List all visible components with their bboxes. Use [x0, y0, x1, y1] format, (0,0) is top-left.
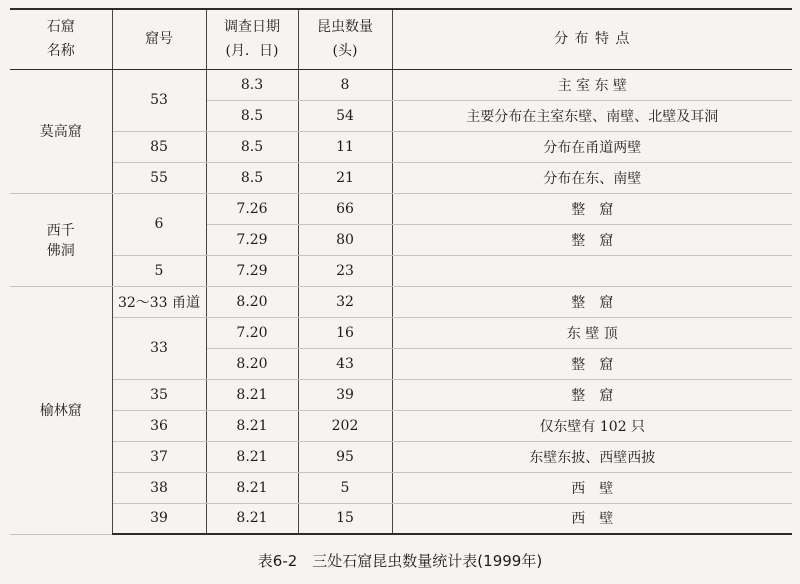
count-cell: 23 — [298, 255, 392, 286]
cave-number-cell: 55 — [112, 162, 206, 193]
cave-number-cell: 5 — [112, 255, 206, 286]
date-cell: 7.29 — [206, 224, 298, 255]
date-cell: 8.20 — [206, 286, 298, 317]
header-survey-date-line1: 调查日期 — [224, 19, 280, 36]
date-cell: 8.21 — [206, 410, 298, 441]
table-row — [10, 317, 792, 348]
count-cell: 202 — [298, 410, 392, 441]
count-cell: 15 — [298, 503, 392, 534]
grotto-name-line2: 佛洞 — [46, 242, 75, 259]
table-row — [10, 193, 792, 224]
table-row — [10, 441, 792, 472]
date-cell: 7.26 — [206, 193, 298, 224]
feature-cell: 分布在东、南壁 — [392, 162, 792, 193]
feature-cell: 西 壁 — [392, 503, 792, 534]
table-row — [10, 255, 792, 286]
feature-cell — [392, 255, 792, 286]
table-row — [10, 131, 792, 162]
count-cell: 16 — [298, 317, 392, 348]
count-cell: 43 — [298, 348, 392, 379]
count-cell: 66 — [298, 193, 392, 224]
cave-number-cell: 39 — [112, 503, 206, 534]
date-cell: 7.29 — [206, 255, 298, 286]
feature-cell: 整 窟 — [392, 286, 792, 317]
feature-cell: 西 壁 — [392, 472, 792, 503]
table-row — [10, 286, 792, 317]
header-insect-count-line1: 昆虫数量 — [317, 19, 373, 36]
date-cell: 8.5 — [206, 131, 298, 162]
table-row — [10, 472, 792, 503]
header-distribution — [392, 9, 792, 69]
count-cell: 39 — [298, 379, 392, 410]
header-row — [10, 9, 792, 69]
date-cell: 8.21 — [206, 472, 298, 503]
cave-number-cell: 85 — [112, 131, 206, 162]
feature-cell: 主要分布在主室东壁、南壁、北壁及耳洞 — [392, 100, 792, 131]
count-cell: 5 — [298, 472, 392, 503]
date-cell: 7.20 — [206, 317, 298, 348]
count-cell: 95 — [298, 441, 392, 472]
header-survey-date — [206, 9, 298, 69]
count-cell: 80 — [298, 224, 392, 255]
header-insect-count — [298, 9, 392, 69]
feature-cell: 东壁东披、西壁西披 — [392, 441, 792, 472]
count-cell: 21 — [298, 162, 392, 193]
date-cell: 8.21 — [206, 441, 298, 472]
cave-number-cell: 36 — [112, 410, 206, 441]
date-cell: 8.21 — [206, 379, 298, 410]
table-row — [10, 162, 792, 193]
cave-number-cell: 37 — [112, 441, 206, 472]
insect-count-table — [10, 8, 792, 535]
table-row — [10, 69, 792, 100]
date-cell: 8.5 — [206, 162, 298, 193]
feature-cell: 整 窟 — [392, 224, 792, 255]
header-cave-number — [112, 9, 206, 69]
table-row — [10, 503, 792, 534]
grotto-name-cell: 莫高窟 — [10, 69, 112, 193]
count-cell: 32 — [298, 286, 392, 317]
cave-number-cell: 32～33 甬道 — [112, 286, 206, 317]
feature-cell: 分布在甬道两壁 — [392, 131, 792, 162]
cave-number-cell: 35 — [112, 379, 206, 410]
feature-cell: 仅东壁有 102 只 — [392, 410, 792, 441]
header-cave-number-line1: 窟号 — [145, 31, 173, 48]
date-cell: 8.20 — [206, 348, 298, 379]
table-row — [10, 379, 792, 410]
count-cell: 11 — [298, 131, 392, 162]
date-cell: 8.3 — [206, 69, 298, 100]
count-cell: 8 — [298, 69, 392, 100]
header-grotto-name — [10, 9, 112, 69]
feature-cell: 主 室 东 壁 — [392, 69, 792, 100]
feature-cell: 整 窟 — [392, 348, 792, 379]
date-cell: 8.21 — [206, 503, 298, 534]
table-row — [10, 410, 792, 441]
feature-cell: 整 窟 — [392, 379, 792, 410]
header-grotto-name-line1: 石窟 — [46, 19, 75, 36]
cave-number-cell: 38 — [112, 472, 206, 503]
feature-cell: 整 窟 — [392, 193, 792, 224]
table-caption: 表6-2 三处石窟昆虫数量统计表(1999年) — [257, 552, 543, 570]
grotto-name-cell — [10, 193, 112, 286]
header-survey-date-line2: (月．日) — [225, 43, 279, 60]
cave-number-cell: 53 — [112, 69, 206, 131]
header-distribution-line1: 分 布 特 点 — [554, 31, 631, 48]
cave-number-cell: 6 — [112, 193, 206, 255]
feature-cell: 东 壁 顶 — [392, 317, 792, 348]
date-cell: 8.5 — [206, 100, 298, 131]
count-cell: 54 — [298, 100, 392, 131]
header-insect-count-line2: (头) — [332, 43, 358, 60]
grotto-name-line1: 西千 — [46, 222, 75, 239]
header-grotto-name-line2: 名称 — [46, 43, 75, 60]
cave-number-cell: 33 — [112, 317, 206, 379]
grotto-name-cell: 榆林窟 — [10, 286, 112, 534]
